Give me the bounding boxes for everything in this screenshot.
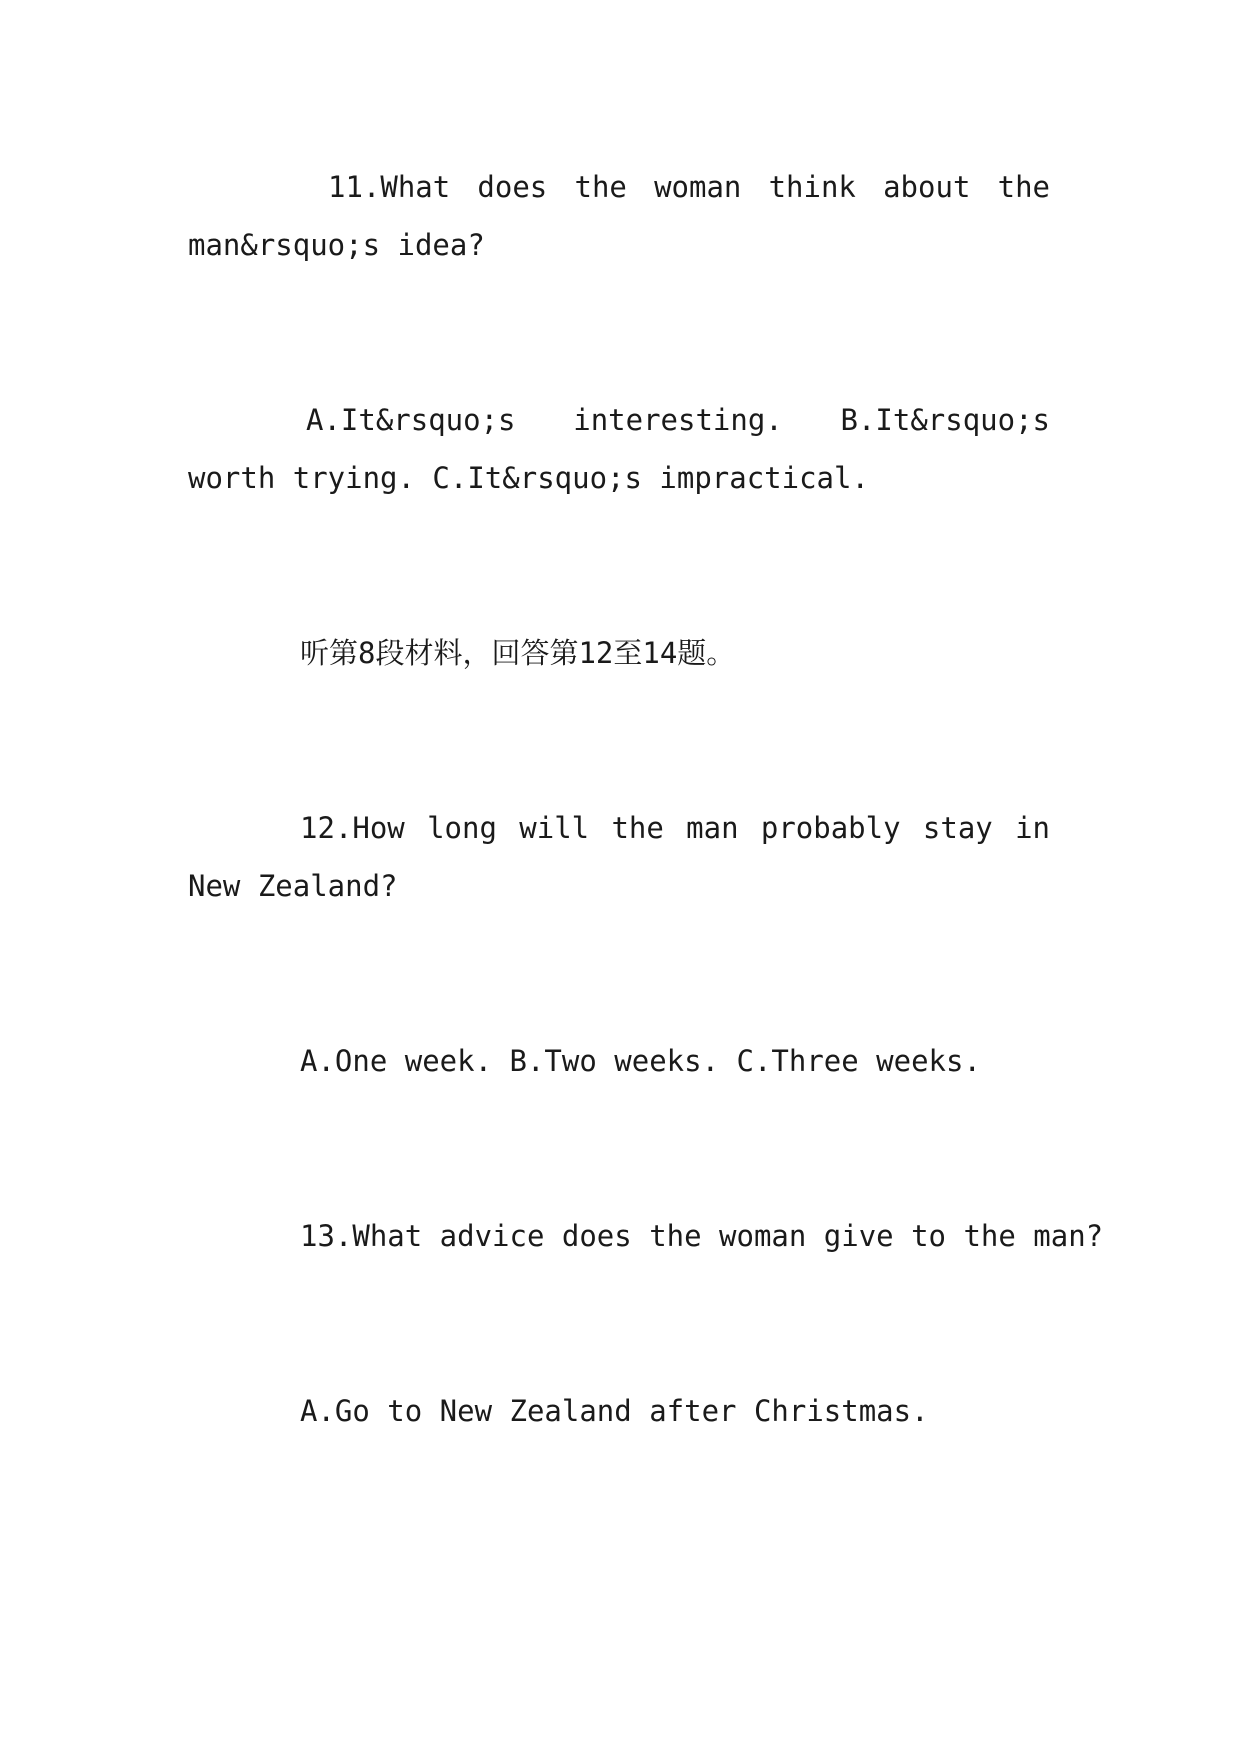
question-11-options: A.It&rsquo;s interesting. B.It&rsquo;s worth trying. C.It&rsquo;s impractical. (188, 403, 1050, 495)
section-instruction: 听第8段材料，回答第12至14题。 (300, 636, 736, 670)
question-13-stem: 13.What advice does the woman give to the man? (300, 1219, 1104, 1253)
question-13-option-a: A.Go to New Zealand after Christmas. (300, 1394, 929, 1428)
question-12-options: A.One week. B.Two weeks. C.Three weeks. (300, 1044, 981, 1078)
question-11-stem: 11.What does the woman think about the man&rsquo;s idea? (188, 170, 1050, 262)
question-12-stem: 12.How long will the man probably stay in New Zealand? (188, 811, 1050, 903)
